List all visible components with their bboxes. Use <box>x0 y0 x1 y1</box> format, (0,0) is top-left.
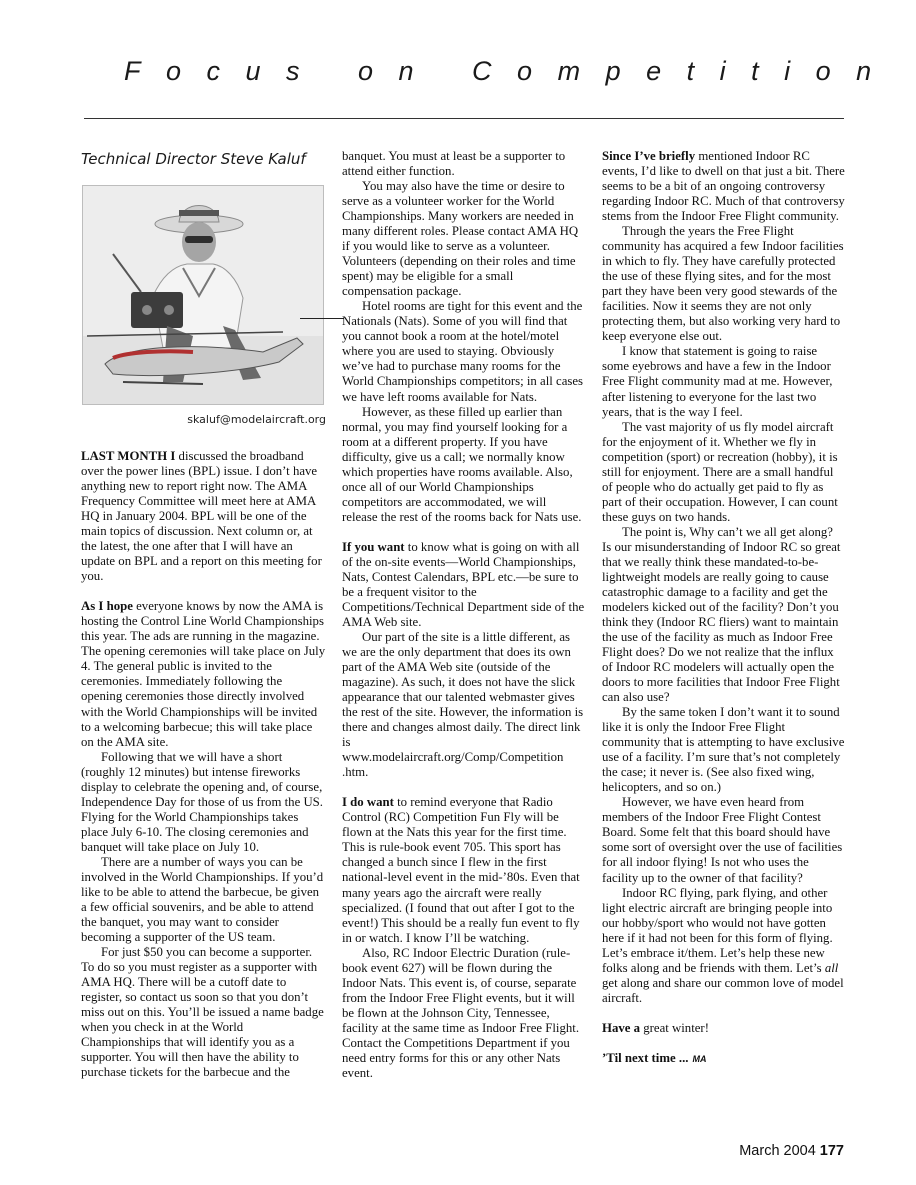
column-2 <box>342 149 585 1081</box>
paragraph: You may also have the time or desire to serve as a volunteer worker for the World Championships. Many workers are needed in many different roles. Please contact AMA HQ if you would like to serve as a volunteer. Volunteers (depending on their roles and time spent) may be eligible for a small compensation package. <box>342 179 579 299</box>
paragraph: Have a great winter! <box>602 1020 709 1035</box>
author-email: skaluf@modelaircraft.org <box>187 413 326 426</box>
run-in-lead: As I hope <box>81 599 133 614</box>
paragraph: Hotel rooms are tight for this event and the Nationals (Nats). Some of you will find that you cannot book a room at the hotel/motel where you are used to staying. Obviously we’ve had to purchase many rooms for the World Championships competitors; in all cases we have left rooms available for Nats. <box>342 299 584 404</box>
paragraph: There are a number of ways you can be involved in the World Championships. If you’d like to be able to attend the barbecue, be given a few official souvenirs, and be able to attend the banquet, you may want to consider becoming a supporter of the US team. <box>81 854 324 944</box>
issue-date: March 2004 <box>739 1143 816 1159</box>
paragraph: The vast majority of us fly model aircraft for the enjoyment of it. Whether we fly in competition (sport) or recreation (hobby), it is still for enjoyment. There are a small handful of people who do actually get paid to fly as part of their occupation. However, I can count these guys on two hands. <box>602 419 838 524</box>
photo-callout-line <box>300 318 344 319</box>
paragraph: banquet. You must at least be a supporter to attend either function. <box>342 149 566 179</box>
section-title: Focus on Competition <box>124 56 897 86</box>
author-photo <box>82 185 324 405</box>
transmitter-stick-right <box>164 305 174 315</box>
paragraph: However, we have even heard from members of the Indoor Free Flight Contest Board. Some felt that this board should have some sort of oversight over the use of facilities for all indoor flying! Is not who uses the facility up to the owner of that facility? <box>602 795 843 885</box>
paragraph: Since I’ve briefly mentioned Indoor RC events, I’d like to dwell on that just a bit. There seems to be a bit of an ongoing controversy regarding Indoor RC. Much of that controversy stems from the Indoor Free Flight community. <box>602 149 845 224</box>
column-3 <box>602 149 845 1067</box>
paragraph: LAST MONTH I discussed the broadband over the power lines (BPL) issue. I don’t have anything new to report right now. The AMA Frequency Committee will meet here at AMA HQ in January 2004. BPL will be one of the main topics of discussion. Next column or, at the latest, the one after that I will have an update on BPL and a report on this meeting for you. <box>81 449 322 584</box>
paragraph: If you want to know what is going on with all of the on-site events—World Championships, Nats, Contest Calendars, BPL etc.—be sure to be a frequent visitor to the Competitions/Technical Department side of the AMA Web site. <box>342 539 585 629</box>
run-in-lead: Have a <box>602 1020 641 1035</box>
paragraph: I know that statement is going to raise some eyebrows and have a few in the Indoor Free Flight community mad at me. However, after listening to everyone for the last two years, that is the way I feel. <box>602 344 833 419</box>
header-rule <box>84 118 844 119</box>
paragraph: The point is, Why can’t we all get along? Is our misunderstanding of Indoor RC so great that we really think these mandated-to-be-lightweight models are really going to cause catastrophic damage to a facility and get the modelers kicked out of the facility? Don’t you think they (Indoor RC fliers) want to maintain the use of the facility as much as Indoor Free Flight does? Do we not realize that the influx of Indoor RC modelers will actually open the doors to more facilities that Indoor Free Flight can also use? <box>602 524 841 705</box>
paragraph: Also, RC Indoor Electric Duration (rule-book event 627) will be flown during the Indoor Nats. This event is, of course, separate from the Indoor Free Flight events, but it will be flown at the Johnson City, Tennessee, facility at the same time as Indoor Free Flight. Contact the Competitions Department if you need entry forms for this or any other Nats event. <box>342 945 580 1080</box>
ma-end-mark: MA <box>692 1053 707 1064</box>
hat-band <box>179 210 219 216</box>
paragraph: I do want to remind everyone that Radio Control (RC) Competition Fun Fly will be flown at the Nats this year for the first time. This is rule-book event 705. This sport has changed a bunch since I flew in the first national-level event in the mid-’80s. Even that many years ago the aircraft were really specialized. (I found that out after I got to the event!) This should be a really fun event to fly in or watch. I know I’ll be watching. <box>342 795 580 945</box>
run-in-lead: If you want <box>342 539 405 554</box>
transmitter-stick-left <box>142 305 152 315</box>
paragraph: Our part of the site is a little different, as we are the only department that does its own part of the AMA Web site (outside of the magazine). As such, it does not have the slick appearance that our talented webmaster gives the rest of the site. However, the information is there and changes almost daily. The direct link is www.modelaircraft.org/Comp/Competition .htm. <box>342 629 584 780</box>
run-in-lead: I do want <box>342 795 394 810</box>
paragraph: Through the years the Free Flight community has acquired a few Indoor facilities in which to fly. They have carefully protected the use of these flying sites, and for the most part they have been very good stewards of the facilities. Now it seems they are not only protecting them, but also working very hard to keep everyone else out. <box>602 224 844 344</box>
paragraph: By the same token I don’t want it to sound like it is only the Indoor Free Flight community that is attempting to have exclusive use of a facility. I’m sure that’s not completely the case; it never is. (See also fixed wing, helicopters, and so on.) <box>602 705 845 795</box>
paragraph: Following that we will have a short (roughly 12 minutes) but intense fireworks display to celebrate the opening and, of course, Independence Day for those of us from the US. Flying for the World Championships takes place July 6-10. The closing ceremonies and banquet will take place on July 10. <box>81 749 324 854</box>
author-photo-illustration <box>83 186 323 404</box>
page-number: 177 <box>819 1143 844 1159</box>
sunglasses <box>185 236 213 243</box>
paragraph: For just $50 you can become a supporter. To do so you must register as a supporter with AMA HQ. There will be a cutoff date to register, so contact us soon so that you don’t miss out on this. You’ll be issued a name badge when you check in at the World Championships that will identify you as a supporter. You will then have the ability to purchase tickets for the barbecue and the <box>81 945 324 1080</box>
paragraph: As I hope everyone knows by now the AMA is hosting the Control Line World Championships this year. The ads are running in the magazine. The opening ceremonies will take place on July 4. The general public is invited to the ceremonies. Immediately following the opening ceremonies those directly involved with the World Championships will be invited to a welcoming barbecue; this will take place on the AMA site. <box>81 599 326 749</box>
paragraph: However, as these filled up earlier than normal, you may find yourself looking for a room at a different property. If you have difficulty, give us a call; we normally know which properties have rooms available. Also, once all of our World Championships competitors are accommodated, we will release the rest of the rooms back for Nats use. <box>342 404 582 524</box>
transmitter <box>131 292 183 328</box>
run-in-lead: LAST MONTH I <box>81 449 176 463</box>
run-in-lead: Since I’ve briefly <box>602 149 696 163</box>
byline: Technical Director Steve Kaluf <box>81 150 306 168</box>
page-footer <box>680 1143 844 1159</box>
paragraph: Indoor RC flying, park flying, and other light electric aircraft are bringing people into our hobby/sport who would not have gotten here if it had not been for this form of flying. Let’s embrace it/them. Let’s help these new folks along and be friends with them. Let’s all get along and share our common love of model aircraft. <box>602 885 844 1005</box>
column-1 <box>81 449 326 1080</box>
run-in-lead: ’Til next time ... <box>602 1050 689 1065</box>
competition-url: www.modelaircraft.org/Comp/Competition <box>342 750 564 765</box>
closing-line <box>602 1051 845 1067</box>
